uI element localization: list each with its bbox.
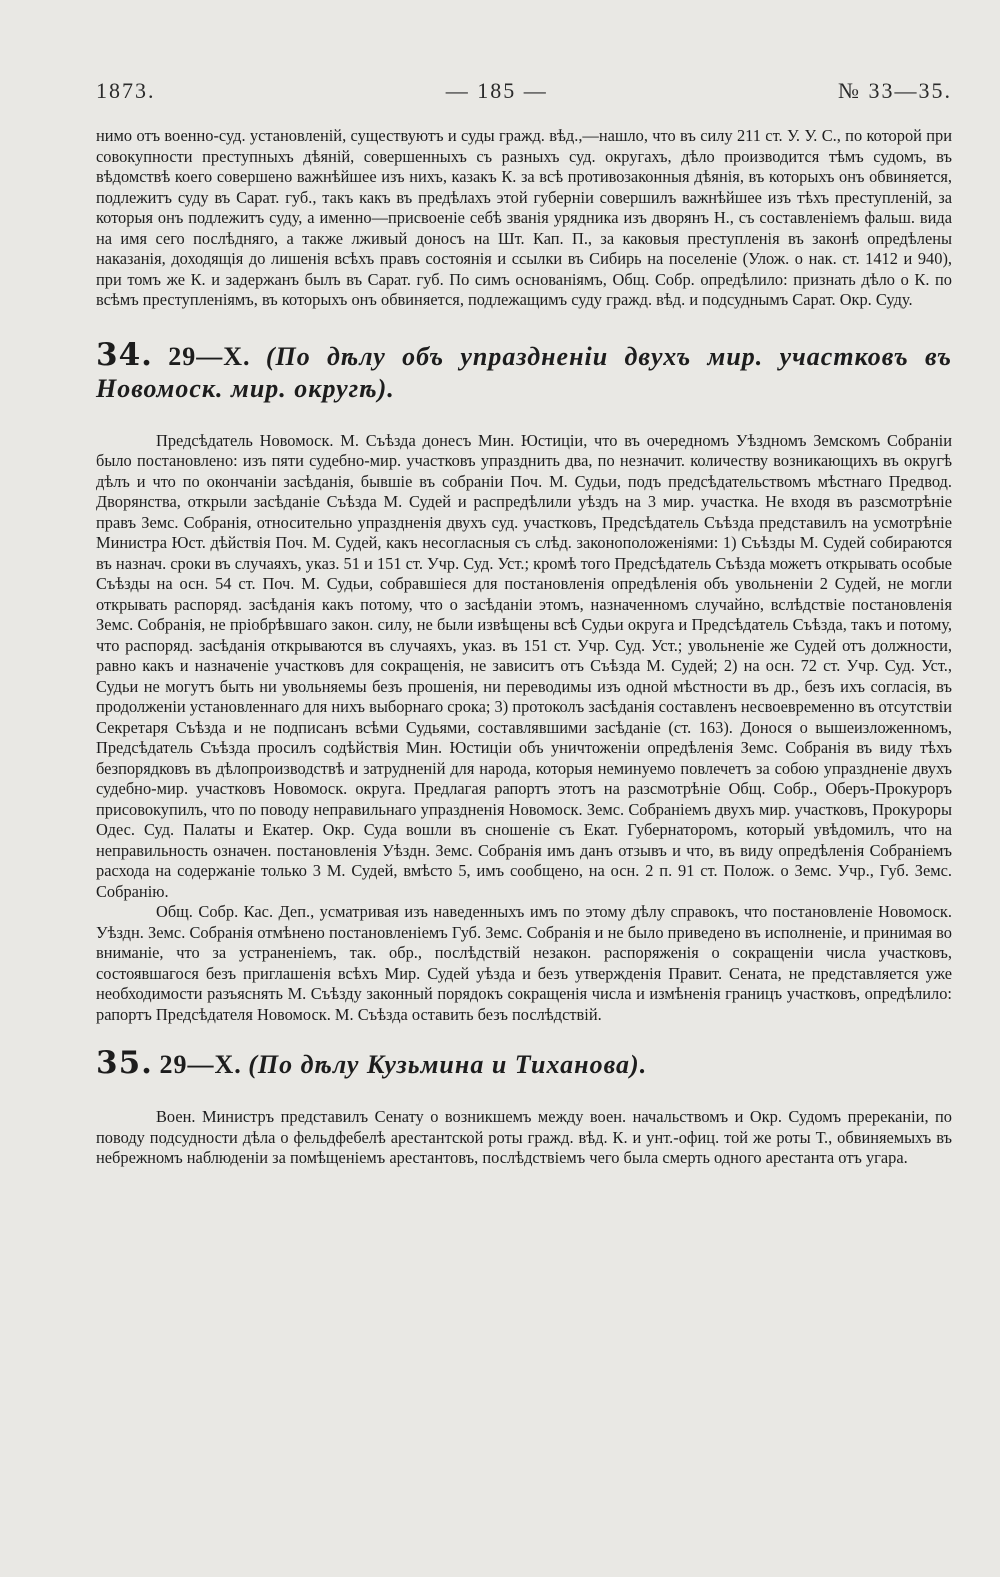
header-page-number: — 185 — xyxy=(445,78,548,103)
header-year: 1873. xyxy=(96,78,156,103)
section-34-number: 34. xyxy=(96,336,153,373)
section-35-paragraph: Воен. Министръ представилъ Сенату о возникшемъ между воен. начальствомъ и Окр. Судомъ пререканiи, по поводу подсудности дѣла о фельдфебелѣ арестантской роты гражд. вѣд. К. и унт.-офиц. той же роты Т., обвиняемыхъ въ небрежномъ наблюденiи за помѣщенiемъ арестантовъ, послѣдствiемъ чего была смерть одного арестанта отъ угара. xyxy=(96,1107,952,1167)
section-34-date: 29—X. xyxy=(168,341,251,371)
section-34-title: (По дѣлу объ упраздненiи двухъ мир. участковъ въ Новомоск. мир. округѣ). xyxy=(96,341,952,403)
section-35-date: 29—X. xyxy=(159,1050,242,1079)
header-issue-numbers: № 33—35. xyxy=(838,78,952,103)
section-34-paragraph: Общ. Собр. Кас. Деп., усматривая изъ наведенныхъ имъ по этому дѣлу справокъ, что постановленiе Новомоск. Уѣздн. Земс. Собранiя отмѣнено постановленiемъ Губ. Земс. Собранiя и не было приведено въ исполненiе, и принимая во вниманiе, что за устраненiемъ, так. обр., послѣдствiй незакон. распоряженiя о сокращенiи числа участковъ, состоявшагося безъ приглашенiя всѣхъ Мир. Судей уѣзда и безъ утвержденiя Правит. Сената, не представляется уже необходимости разъяснять М. Съѣзду законный порядокъ сокращенiя числа и измѣненiя границъ участковъ, опредѣлило: рапортъ Предсѣдателя Новомоск. М. Съѣзда оставить безъ послѣдствiй. xyxy=(96,902,952,1024)
page-header xyxy=(96,78,952,118)
section-35-heading xyxy=(96,1047,952,1081)
continuation-paragraph: нимо отъ военно-суд. установленiй, существуютъ и суды гражд. вѣд.,—нашло, что въ силу 211 ст. У. У. С., по которой при совокупности преступныхъ дѣянiй, совершенныхъ съ разныхъ суд. округахъ, дѣло производится тѣмъ судомъ, въ вѣдомствѣ коего совершено важнѣйшее изъ нихъ, казакъ К. за всѣ противозаконныя дѣянiя, въ которыхъ онъ обвиняется, подлежитъ суду въ Сарат. губ., такъ какъ въ предѣлахъ этой губернiи совершилъ важнѣйшее изъ тѣхъ преступленiй, за которыя онъ подлежитъ суду, а именно—присвоенiе себѣ званiя урядника изъ дворянъ Н., съ составленiемъ фальш. вида на имя сего послѣдняго, а также лживый доносъ на Шт. Кап. П., за каковыя преступленiя въ законѣ опредѣлены наказанiя, доходящiя до лишенiя всѣхъ правъ состоянiя и ссылки въ Сибирь на поселенiе (Улож. о нак. ст. 1412 и 940), при томъ же К. и задержанъ былъ въ Сарат. губ. По симъ основанiямъ, Общ. Собр. опредѣлило: признать дѣло о К. по всѣмъ преступленiямъ, въ которыхъ онъ обвиняется, подлежащимъ суду гражд. вѣд. и подсуднымъ Сарат. Окр. Суду. xyxy=(96,126,952,309)
section-35-number: 35. xyxy=(96,1045,153,1081)
section-35-title: (По дѣлу Кузьмина и Тиханова). xyxy=(248,1050,648,1079)
section-34-paragraph: Предсѣдатель Новомоск. М. Съѣзда донесъ Мин. Юстицiи, что въ очередномъ Уѣздномъ Земскомъ Собранiи было постановлено: изъ пяти судебно-мир. участковъ упразднить два, по незначит. количеству возникающихъ въ округѣ дѣлъ и что по окончанiи засѣданiя, бывшiе въ собранiи Поч. М. Судьи, подъ предсѣдательствомъ мѣстнаго Предвод. Дворянства, открыли засѣданiе Съѣзда М. Судей и распредѣлили уѣздъ на 3 мир. участка. Не входя въ разсмотрѣнiе правъ Земс. Собранiя, относительно упраздненiя двухъ суд. участковъ, Предсѣдатель Съѣзда представилъ на усмотрѣнiе Министра Юст. дѣйствiя Поч. М. Судей, какъ несогласныя съ слѣд. законоположенiями: 1) Съѣзды М. Судей собираются въ назнач. сроки въ случаяхъ, указ. 51 и 151 ст. Учр. Суд. Уст.; кромѣ того Предсѣдатель Съѣзда можетъ открывать особые Съѣзды на осн. 54 ст. Поч. М. Судьи, собравшiеся для постановленiя опредѣленiя объ увольненiи 2 Судей, не могли открывать распоряд. засѣданiя какъ потому, что о засѣданiи этомъ, назначенномъ случайно, вслѣдствiе постановленiя Земс. Собранiя, не прiобрѣвшаго закон. силу, не были извѣщены всѣ Судьи округа и Предсѣдатель Съѣзда, такъ и потому, что распоряд. засѣданiя открываются въ случаяхъ, указ. въ 151 ст. Учр. Суд. Уст.; увольненiе же Судей отъ должности, равно какъ и назначенiе участковъ для сокращенiя, не зависитъ отъ Съѣзда М. Судей; 2) на осн. 72 ст. Учр. Суд. Уст., Судьи не могутъ быть ни увольняемы безъ прошенiя, ни переводимы изъ одной мѣстности въ др., безъ ихъ согласiя, въ продолженiи установленнаго для нихъ выборнаго срока; 3) протоколъ засѣданiя составленъ несвоевременно въ отсутствiи Секретаря Съѣзда и не подписанъ всѣми Судьями, составлявшими засѣданiе (ст. 163). Донося о вышеизложенномъ, Предсѣдатель Съѣзда просилъ содѣйствiя Мин. Юстицiи объ уничтоженiи опредѣленiя Земс. Собранiя въ виду тѣхъ безпорядковъ въ дѣлопроизводствѣ и затрудненiй для народа, которыя неминуемо повлечетъ за собою упраздненiе двухъ судебно-мир. участковъ Новомоск. округа. Предлагая рапортъ этотъ на разсмотрѣнiе Общ. Собр., Оберъ-Прокуроръ присовокупилъ, что по поводу неправильнаго упраздненiя Новомоск. Земс. Собранiемъ двухъ мир. участковъ, Прокуроры Одес. Суд. Палаты и Екатер. Окр. Суда вошли въ сношенiе съ Екат. Губернаторомъ, который увѣдомилъ, что на неправильность означен. постановленiя Уѣздн. Земс. Собранiя имъ данъ отзывъ и что, въ виду опредѣленiя Собранiемъ расхода на содержанiе только 3 М. Судей, вмѣсто 5, имъ сообщено, на осн. 2 п. 91 ст. Полож. о Земс. Учр., Губ. Земс. Собранiю. xyxy=(96,430,952,901)
section-34-heading xyxy=(96,336,952,405)
